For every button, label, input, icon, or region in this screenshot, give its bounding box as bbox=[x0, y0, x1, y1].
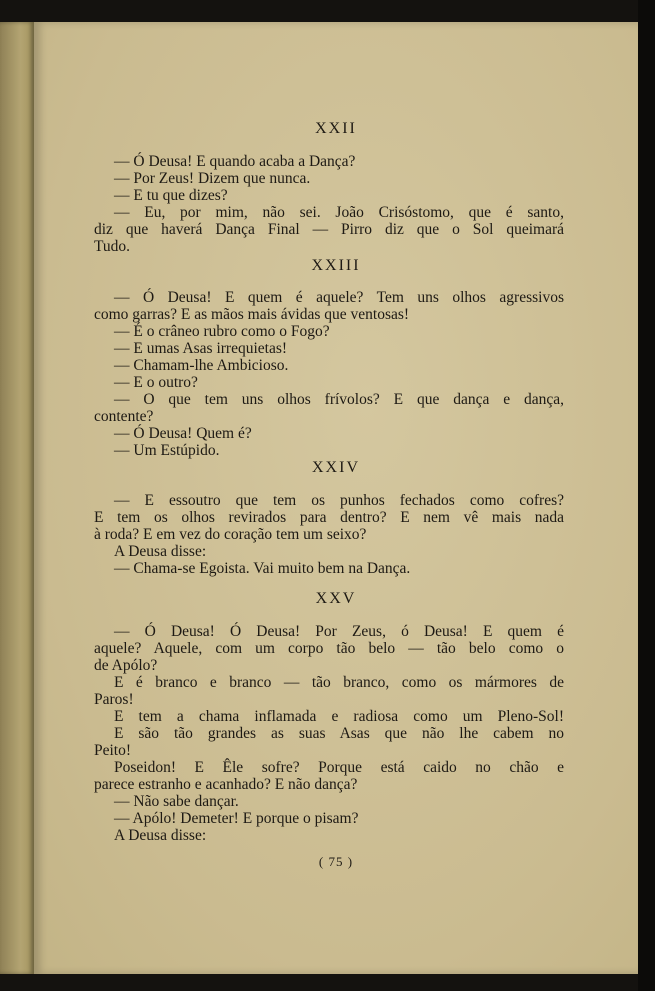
text-line: — E essoutro que tem os punhos fechados como cofres? bbox=[114, 492, 564, 509]
text-line: — E o outro? bbox=[114, 374, 198, 391]
text-line: — É o crâneo rubro como o Fogo? bbox=[114, 323, 330, 340]
text-line: Peito! bbox=[94, 742, 132, 759]
text-line: — Ó Deusa! E quando acaba a Dança? bbox=[114, 153, 356, 170]
text-line: aquele? Aquele, com um corpo tão belo — tão belo como o bbox=[94, 640, 564, 657]
text-line: Tudo. bbox=[94, 238, 131, 255]
text-line: — Ó Deusa! E quem é aquele? Tem uns olhos agressivos bbox=[114, 289, 564, 306]
text-line: — O que tem uns olhos frívolos? E que dança e dança, bbox=[114, 391, 564, 408]
text-line: A Deusa disse: bbox=[114, 543, 207, 560]
book-page bbox=[34, 22, 638, 974]
text-line: — Um Estúpido. bbox=[114, 442, 220, 459]
text-line: à roda? E em vez do coração tem um seixo? bbox=[94, 526, 367, 543]
text-line: contente? bbox=[94, 408, 154, 425]
text-line: de Apólo? bbox=[94, 657, 158, 674]
text-line: Poseidon! E Êle sofre? Porque está caido no chão e bbox=[114, 759, 564, 776]
text-line: — Apólo! Demeter! E porque o pisam? bbox=[114, 810, 359, 827]
text-line: E é branco e branco — tão branco, como os mármores de bbox=[114, 674, 564, 691]
text-line: — Não sabe dançar. bbox=[114, 793, 239, 810]
section-heading-xxii: XXII bbox=[315, 120, 357, 137]
section-heading-xxiv: XXIV bbox=[312, 459, 360, 476]
text-line: — Chama-se Egoista. Vai muito bem na Dança. bbox=[114, 560, 411, 577]
facing-page-edge bbox=[0, 22, 34, 974]
section-heading-xxv: XXV bbox=[315, 590, 357, 607]
text-line: — Eu, por mim, não sei. João Crisóstomo, que é santo, bbox=[114, 204, 564, 221]
text-line: parece estranho e acanhado? E não dança? bbox=[94, 776, 358, 793]
text-line: como garras? E as mãos mais ávidas que ventosas! bbox=[94, 306, 410, 323]
text-line: A Deusa disse: bbox=[114, 827, 207, 844]
text-line: — Chamam-lhe Ambicioso. bbox=[114, 357, 289, 374]
text-line: — Ó Deusa! Quem é? bbox=[114, 425, 252, 442]
text-line: E são tão grandes as suas Asas que não lhe cabem no bbox=[114, 725, 564, 742]
section-heading-xxiii: XXIII bbox=[311, 257, 361, 274]
text-line: E tem a chama inflamada e radiosa como um Pleno-Sol! bbox=[114, 708, 564, 725]
text-line: diz que haverá Dança Final — Pirro diz que o Sol queimará bbox=[94, 221, 564, 238]
page-number: ( 75 ) bbox=[318, 854, 354, 869]
text-line: E tem os olhos revirados para dentro? E nem vê mais nada bbox=[94, 509, 564, 526]
text-line: — Por Zeus! Dizem que nunca. bbox=[114, 170, 311, 187]
scan-border bbox=[638, 0, 655, 991]
text-line: Paros! bbox=[94, 691, 134, 708]
text-line: — E umas Asas irrequietas! bbox=[114, 340, 288, 357]
text-line: — E tu que dizes? bbox=[114, 187, 228, 204]
text-line: — Ó Deusa! Ó Deusa! Por Zeus, ó Deusa! E quem é bbox=[114, 623, 564, 640]
